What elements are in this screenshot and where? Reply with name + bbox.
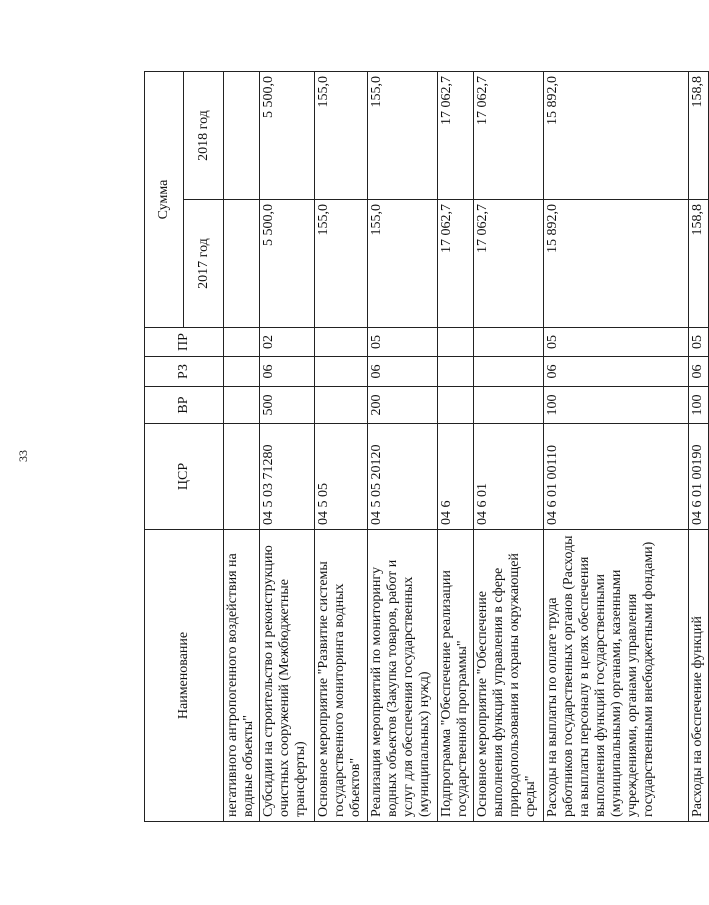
row-name: Основное мероприятие "Развитие системы государственного мониторинга водных объектов"	[315, 530, 368, 822]
row-rz: 06	[689, 357, 709, 387]
row-vr: 100	[689, 387, 709, 424]
row-2017: 155,0	[368, 200, 438, 328]
table-row	[544, 72, 689, 822]
row-pr	[474, 328, 544, 357]
row-vr	[438, 387, 474, 424]
row-csr: 04 5 05	[315, 424, 368, 530]
row-pr	[438, 328, 474, 357]
table-row	[315, 72, 368, 822]
row-name: Подпрограмма "Обеспечение реализации государственной программы"	[438, 530, 474, 822]
row-vr: 500	[260, 387, 315, 424]
rotated-page	[144, 72, 705, 822]
row-pr: 05	[544, 328, 689, 357]
row-2017: 155,0	[315, 200, 368, 328]
row-2017: 15 892,0	[544, 200, 689, 328]
row-csr: 04 6	[438, 424, 474, 530]
row-2017: 158,8	[689, 200, 709, 328]
header-csr: ЦСР	[145, 424, 224, 530]
row-pr: 05	[368, 328, 438, 357]
header-rz: РЗ	[145, 357, 224, 387]
row-2017: 5 500,0	[260, 200, 315, 328]
row-2018: 5 500,0	[260, 72, 315, 200]
row-rz	[438, 357, 474, 387]
header-sum: Сумма	[145, 72, 184, 328]
header-pr: ПР	[145, 328, 224, 357]
row-2018: 17 062,7	[474, 72, 544, 200]
row-csr	[224, 424, 260, 530]
table-row	[438, 72, 474, 822]
row-pr: 02	[260, 328, 315, 357]
header-name: Наименование	[145, 530, 224, 822]
header-2018: 2018 год	[184, 72, 224, 200]
row-rz	[224, 357, 260, 387]
row-2017: 17 062,7	[438, 200, 474, 328]
row-pr	[315, 328, 368, 357]
row-csr: 04 5 05 20120	[368, 424, 438, 530]
row-name: Расходы на выплаты по оплате труда работников государственных органов (Расходы на выплаты персоналу в целях обеспечения выполнения функций государственными (муниципальными) органами, казенными учреждениями, органами управления государственными внебюджетными фондами)	[544, 530, 689, 822]
row-2017: 17 062,7	[474, 200, 544, 328]
row-csr: 04 6 01	[474, 424, 544, 530]
header-row-1	[145, 72, 184, 822]
row-rz	[474, 357, 544, 387]
row-pr	[224, 328, 260, 357]
row-2018: 155,0	[315, 72, 368, 200]
row-vr	[315, 387, 368, 424]
row-csr: 04 5 03 71280	[260, 424, 315, 530]
row-vr	[474, 387, 544, 424]
row-2018: 17 062,7	[438, 72, 474, 200]
row-csr: 04 6 01 00110	[544, 424, 689, 530]
row-vr: 100	[544, 387, 689, 424]
row-2018: 15 892,0	[544, 72, 689, 200]
row-pr: 05	[689, 328, 709, 357]
row-vr: 200	[368, 387, 438, 424]
row-name: Основное мероприятие "Обеспечение выполнения функций управления в сфере природопользования и охраны окружающей среды"	[474, 530, 544, 822]
row-rz: 06	[544, 357, 689, 387]
row-2018: 155,0	[368, 72, 438, 200]
row-2018: 158,8	[689, 72, 709, 200]
table-row	[689, 72, 709, 822]
header-2017: 2017 год	[184, 200, 224, 328]
row-2017	[224, 200, 260, 328]
row-rz	[315, 357, 368, 387]
row-name: Реализация мероприятий по мониторингу водных объектов (Закупка товаров, работ и услуг для обеспечения государственных (муниципальных) нужд)	[368, 530, 438, 822]
table-row	[474, 72, 544, 822]
header-vr: ВР	[145, 387, 224, 424]
row-name: негативного антропогенного воздействия на водные объекты"	[224, 530, 260, 822]
table-row	[368, 72, 438, 822]
table-row	[224, 72, 260, 822]
row-vr	[224, 387, 260, 424]
row-name: Субсидии на строительство и реконструкцию очистных сооружений (Межбюджетные трансферты)	[260, 530, 315, 822]
row-csr: 04 6 01 00190	[689, 424, 709, 530]
table-row	[260, 72, 315, 822]
budget-table	[144, 71, 709, 822]
row-rz: 06	[368, 357, 438, 387]
page-number: 33	[16, 450, 30, 462]
row-rz: 06	[260, 357, 315, 387]
row-2018	[224, 72, 260, 200]
row-name: Расходы на обеспечение функций	[689, 530, 709, 822]
